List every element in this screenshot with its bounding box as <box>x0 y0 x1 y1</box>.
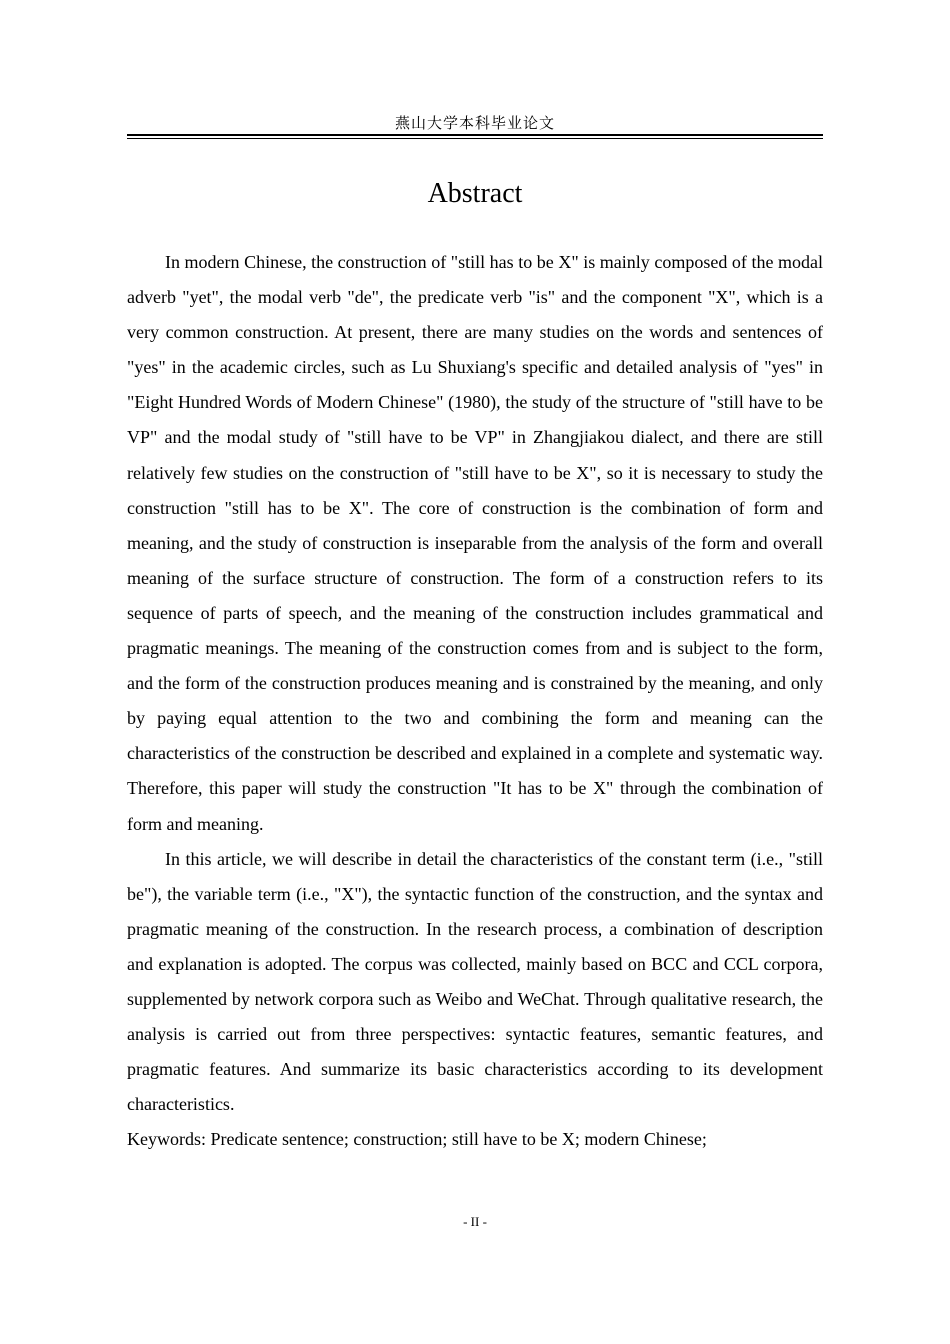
abstract-body <box>127 245 823 1157</box>
header-rule-thin <box>127 138 823 139</box>
abstract-title: Abstract <box>427 178 523 209</box>
page-number: - II - <box>463 1214 487 1229</box>
abstract-paragraph-2: In this article, we will describe in detail the characteristics of the constant term (i.e., "still be"), the variable term (i.e., "X"), the syntactic function of the construction, and the syntax and pragmatic meaning of the construction. In the research process, a combination of description and explanation is adopted. The corpus was collected, mainly based on BCC and CCL corpora, supplemented by network corpora such as Weibo and WeChat. Through qualitative research, the analysis is carried out from three perspectives: syntactic features, semantic features, and pragmatic features. And summarize its basic characteristics according to its development characteristics. <box>127 848 823 1115</box>
keywords-line: Keywords: Predicate sentence; construction; still have to be X; modern Chinese; <box>127 1129 707 1150</box>
abstract-paragraph-1: In modern Chinese, the construction of "still has to be X" is mainly composed of the modal adverb "yet", the modal verb "de", the predicate verb "is" and the component "X", which is a very common construction. At present, there are many studies on the words and sentences of "yes" in the academic circles, such as Lu Shuxiang's specific and detailed analysis of "yes" in "Eight Hundred Words of Modern Chinese" (1980), the study of the structure of "still have to be VP" and the modal study of "still have to be VP" in Zhangjiakou dialect, and there are still relatively few studies on the construction of "still have to be X", so it is necessary to study the construction "still has to be X". The core of construction is the combination of form and meaning, and the study of construction is inseparable from the analysis of the form and overall meaning of the surface structure of construction. The form of a construction refers to its sequence of parts of speech, and the meaning of the construction includes grammatical and pragmatic meanings. The meaning of the construction comes from and is subject to the form, and the form of the construction produces meaning and is constrained by the meaning, and only by paying equal attention to the two and combining the form and meaning can the characteristics of the construction be described and explained in a complete and systematic way. Therefore, this paper will study the construction "It has to be X" through the combination of form and meaning. <box>127 252 823 834</box>
running-header: 燕山大学本科毕业论文 <box>394 116 555 132</box>
header-rule-thick <box>127 134 823 136</box>
